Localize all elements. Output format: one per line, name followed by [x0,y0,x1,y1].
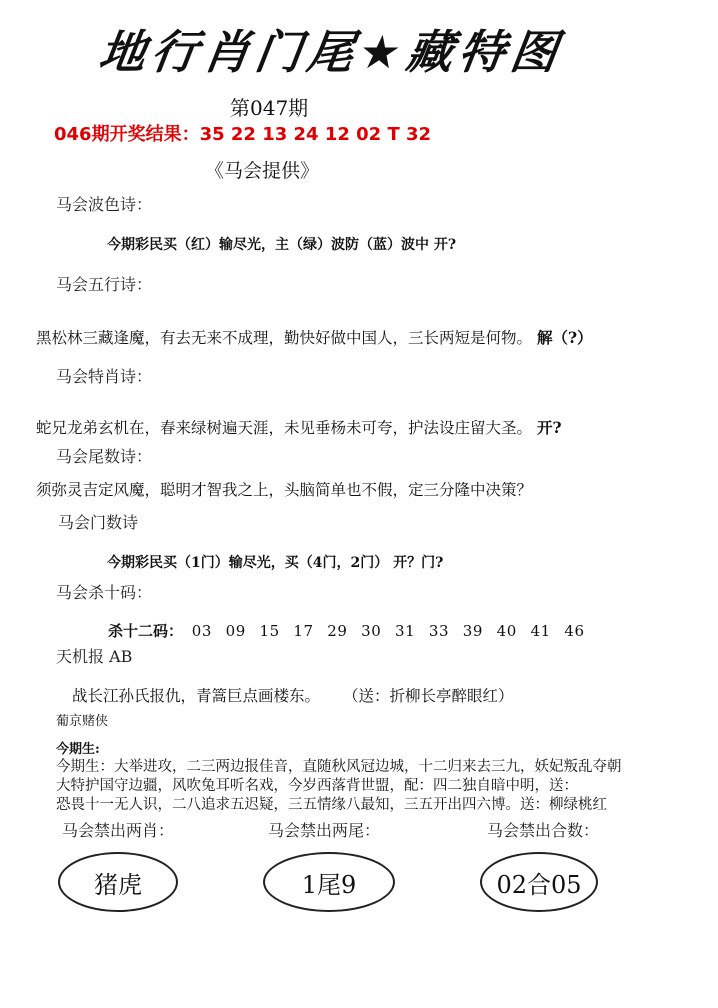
tianji-send: （送：折柳长亭醉眼红） [342,687,514,705]
jinqi-line-1: 今期生：大举进攻，二三两边报佳音，直随秋风冠边城，十二归来去三九，妖妃叛乱夺朝 [56,759,622,775]
kill-number: 46 [564,622,585,640]
tianji-poem [72,684,513,706]
kill-number: 39 [462,622,483,640]
kill-number: 30 [361,622,382,640]
kill-number: 03 [191,622,212,640]
forbidden-zodiac-oval [58,852,178,912]
five-elements-text: 黑松林三藏逢魔，有去无来不成理，勤快好做中国人，三长两短是何物。 [36,329,533,347]
five-elements-poem [36,326,593,348]
kill-number: 41 [530,622,551,640]
zodiac-poem-label: 马会特肖诗： [56,367,153,386]
forbidden-tail-oval [263,852,395,912]
forbidden-combo-label: 马会禁出合数： [487,821,600,840]
jinqi-line-3: 恐畏十一无人识，二八追求五迟疑，三五情缘八最知，三五开出四六博。送：柳绿桃红 [56,797,607,813]
forbidden-tail-label: 马会禁出两尾： [268,821,381,840]
kill-twelve-label: 杀十二码： [108,622,184,640]
forbidden-tail-value: 1尾9 [301,870,357,899]
forbidden-zodiac-value: 猪虎 [94,870,142,899]
kill-number: 40 [496,622,517,640]
kill-number: 09 [225,622,246,640]
five-elements-label: 马会五行诗： [56,275,153,294]
jinqi-line-2: 大特护国守边疆，风吹兔耳听名戏，今岁西落背世盟，配：四二独自暗中明，送： [56,778,578,794]
tianji-label: 天机报 AB [56,647,133,666]
kill-number: 15 [259,622,280,640]
zodiac-poem-text: 蛇兄龙弟玄机在，春来绿树遍天涯，未见垂杨未可夸，护法设庄留大圣。 [36,419,533,437]
color-poem-text: 今期彩民买（红）输尽光，主（绿）波防（蓝）波中 开? [107,237,457,253]
last-result: 046期开奖结果：35 22 13 24 12 02 T 32 [54,124,432,145]
forbidden-zodiac-label: 马会禁出两肖： [62,821,175,840]
zodiac-poem [36,416,562,438]
tail-poem-label: 马会尾数诗： [56,447,153,466]
page-banner: 地行肖门尾★藏特图 [95,25,567,79]
forbidden-combo-value: 02合05 [496,870,582,899]
kill-number: 33 [428,622,450,640]
source-label: 《马会提供》 [205,160,320,182]
issue-number: 第047期 [230,96,309,120]
kill-ten-label: 马会杀十码： [56,583,153,602]
kill-number: 29 [327,622,348,640]
kill-number: 31 [395,622,416,640]
jinqi-label: 今期生: [56,742,100,757]
color-poem-label: 马会波色诗： [56,195,153,214]
tianji-text: 战长江孙氏报仇，青篙巨点画楼东。 [72,687,321,705]
door-label: 马会门数诗 [58,513,139,532]
kill-twelve-row [108,620,594,641]
forbidden-combo-oval [480,852,598,912]
door-text: 今期彩民买（1门）输尽光，买（4门，2门） 开？门? [107,555,444,571]
zodiac-poem-open: 开? [536,418,562,437]
five-elements-solve: 解（?） [536,328,593,347]
putao-label: 葡京赌侠 [56,714,109,729]
tail-poem-text: 须弥灵吉定风魔，聪明才智我之上，头脑简单也不假，定三分隆中决策？ [36,481,533,499]
kill-number: 17 [293,622,314,640]
